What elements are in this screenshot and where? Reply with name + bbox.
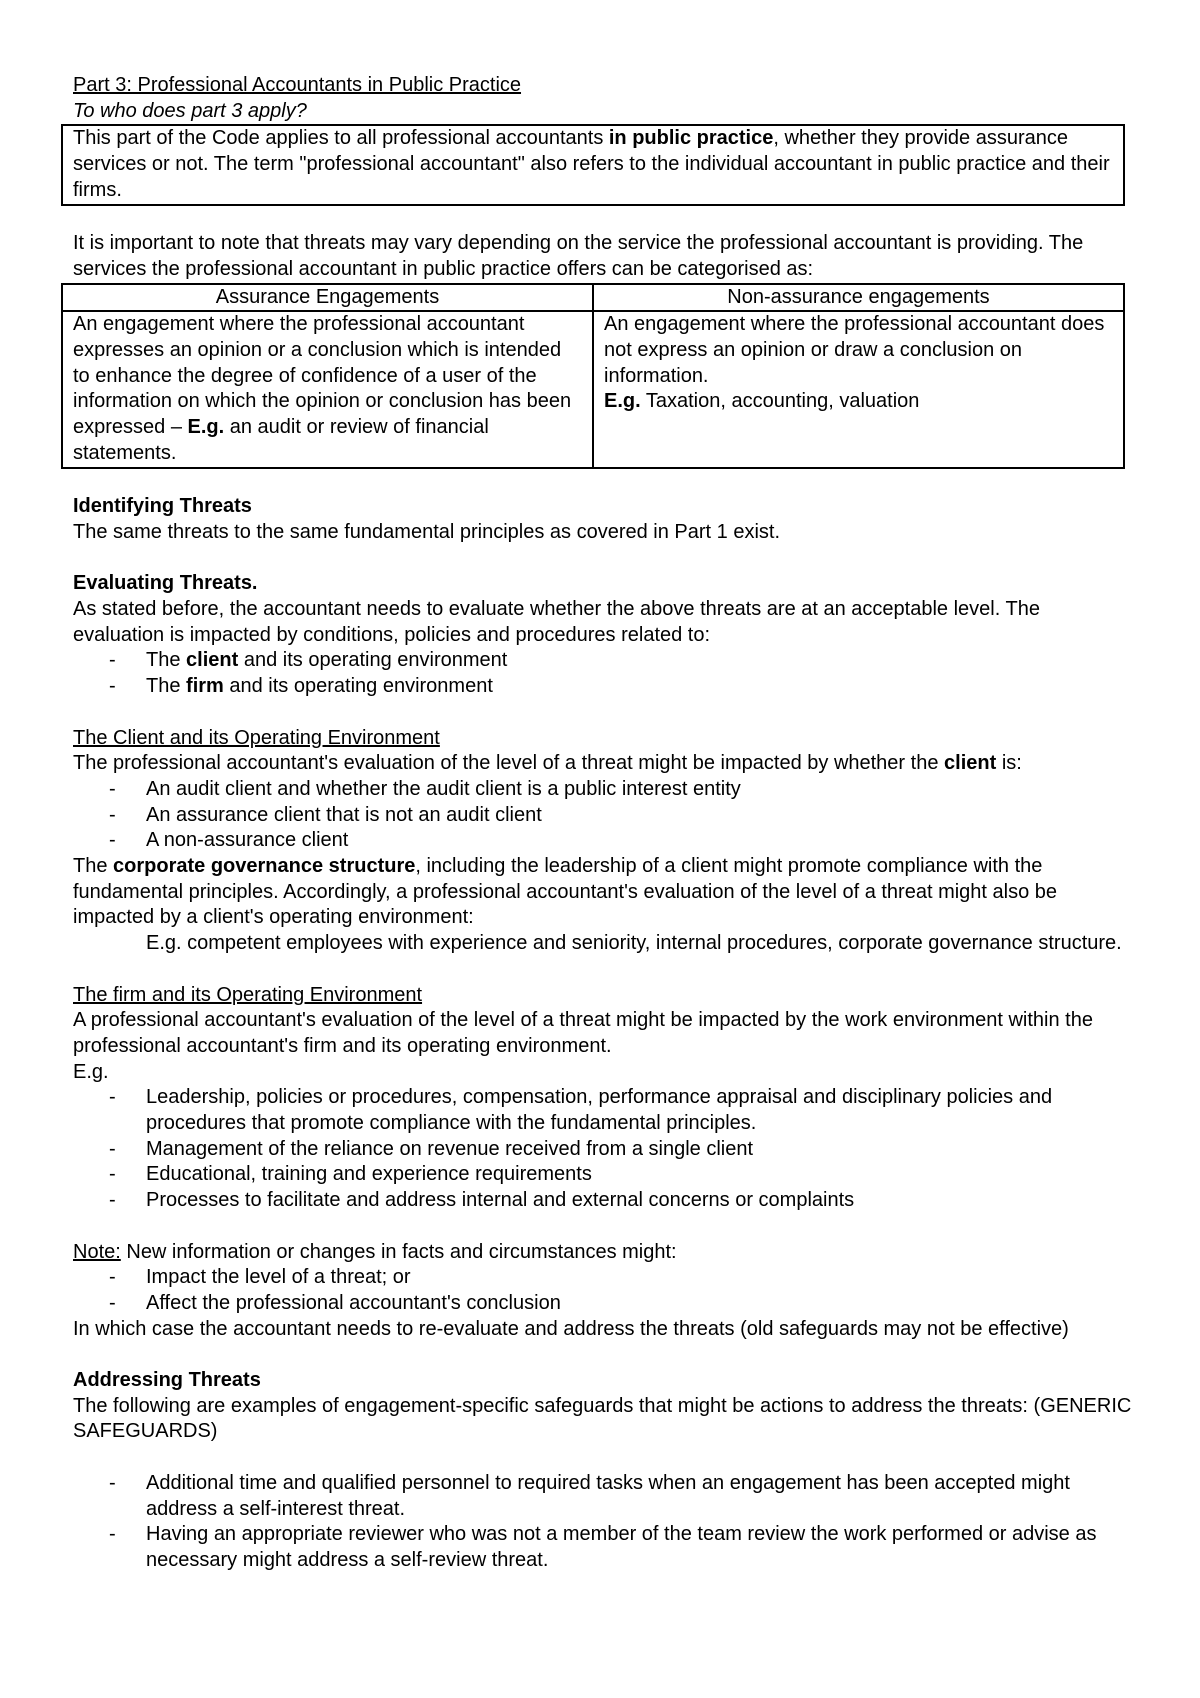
list-item: - Leadership, policies or procedures, compensation, performance appraisal and disciplinary policies and procedures that promote compliance with the fundamental principles. <box>73 1085 1133 1136</box>
identifying-text: The same threats to the same fundamental principles as covered in Part 1 exist. <box>73 520 781 543</box>
list-item: - A non-assurance client <box>73 828 1133 854</box>
nonassurance-eg-text: Taxation, accounting, valuation <box>640 390 920 413</box>
applies-text-after: , whether they provide assurance services or not. The term "professional accountant" also refers to the individual accountant in public practice and their firms. <box>73 127 1110 201</box>
note-paragraph: Note: New information or changes in facts and circumstances might: <box>73 1240 677 1263</box>
page-subtitle: To who does part 3 apply? <box>73 99 307 122</box>
nonassurance-cell <box>593 311 1124 467</box>
note-after: In which case the accountant needs to re-evaluate and address the threats (old safeguards may not be effective) <box>73 1317 1069 1340</box>
governance-text: The corporate governance structure, including the leadership of a client might promote compliance with the fundamental principles. Accordingly, a professional accountant's evaluation of the level of a threat might also be impacted by a client's operating environment: <box>73 855 1058 929</box>
firm-env-intro: A professional accountant's evaluation of the level of a threat might be impacted by the work environment within the professional accountant's firm and its operating environment. <box>73 1009 1093 1057</box>
list-item: - Impact the level of a threat; or <box>73 1265 1133 1291</box>
document-page <box>73 73 1133 1574</box>
list-item: - An assurance client that is not an audit client <box>73 803 1133 829</box>
nonassurance-eg: E.g. <box>604 390 641 413</box>
list-item: - The firm and its operating environment <box>73 674 1133 700</box>
assurance-cell <box>62 311 593 467</box>
evaluating-list <box>73 648 1133 699</box>
evaluating-text: As stated before, the accountant needs to evaluate whether the above threats are at an acceptable level. The evaluation is impacted by conditions, policies and procedures related to: <box>73 598 1040 646</box>
threats-intro: It is important to note that threats may vary depending on the service the professional accountant is providing. The services the professional accountant in public practice offers can be categorised as: <box>73 232 1084 280</box>
applies-text-before: This part of the Code applies to all professional accountants <box>73 127 609 150</box>
client-type-list <box>73 777 1133 854</box>
evaluating-heading: Evaluating Threats. <box>73 572 258 595</box>
services-table <box>61 283 1125 469</box>
client-env-example: E.g. competent employees with experience and seniority, internal procedures, corporate governance structure. <box>146 932 1122 955</box>
applies-text-bold: in public practice <box>608 127 774 150</box>
assurance-text: An engagement where the professional accountant expresses an opinion or a conclusion which is intended to enhance the degree of confidence of a user of the information on which the opinion or conclusion has been expressed – <box>73 313 572 439</box>
list-item: - Management of the reliance on revenue received from a single client <box>73 1137 1133 1163</box>
note-label: Note: <box>73 1240 121 1263</box>
assurance-eg-text: an audit or review of financial statements. <box>73 416 489 464</box>
table-header-nonassurance: Non-assurance engagements <box>593 284 1124 312</box>
list-item: - An audit client and whether the audit client is a public interest entity <box>73 777 1133 803</box>
note-list <box>73 1265 1133 1316</box>
table-header-assurance: Assurance Engagements <box>62 284 593 312</box>
list-item: - Processes to facilitate and address internal and external concerns or complaints <box>73 1188 1133 1214</box>
assurance-eg: E.g. <box>187 416 225 439</box>
list-item: - Having an appropriate reviewer who was not a member of the team review the work performed or advise as necessary might address a self-review threat. <box>73 1522 1133 1573</box>
applies-box <box>61 124 1125 205</box>
list-item: - The client and its operating environment <box>73 648 1133 674</box>
firm-env-eg: E.g. <box>73 1060 109 1083</box>
list-item: - Additional time and qualified personnel to required tasks when an engagement has been accepted might address a self-interest threat. <box>73 1471 1133 1522</box>
list-item: - Educational, training and experience requirements <box>73 1162 1133 1188</box>
client-env-heading: The Client and its Operating Environment <box>73 726 440 749</box>
client-env-intro: The professional accountant's evaluation of the level of a threat might be impacted by whether the client is: <box>73 752 1022 775</box>
addressing-heading: Addressing Threats <box>73 1369 261 1392</box>
page-title: Part 3: Professional Accountants in Public Practice <box>73 74 522 96</box>
firm-env-list <box>73 1085 1133 1214</box>
list-item: - Affect the professional accountant's conclusion <box>73 1291 1133 1317</box>
nonassurance-text: An engagement where the professional accountant does not express an opinion or draw a conclusion on information. <box>604 313 1105 387</box>
addressing-text: The following are examples of engagement-specific safeguards that might be actions to address the threats: (GENERIC SAFEGUARDS) <box>73 1394 1132 1443</box>
firm-env-heading: The firm and its Operating Environment <box>73 983 423 1006</box>
identifying-heading: Identifying Threats <box>73 495 252 518</box>
addressing-list <box>73 1471 1133 1574</box>
